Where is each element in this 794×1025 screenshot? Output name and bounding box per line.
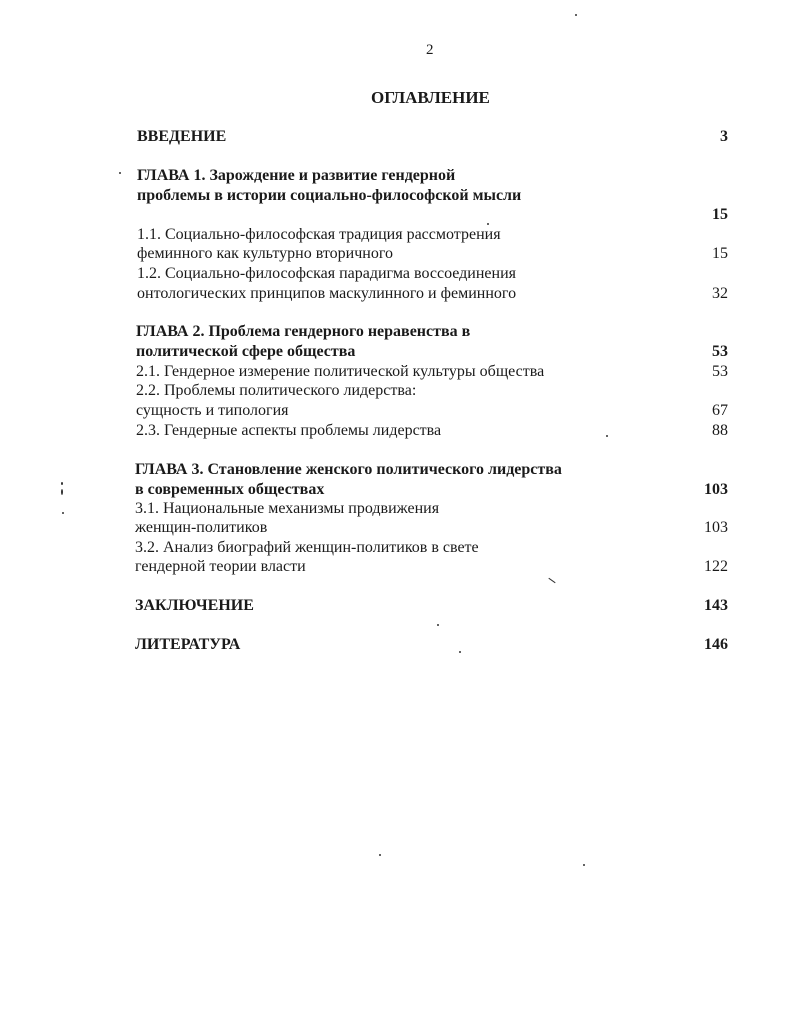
toc-ch3-s2-line2: гендерной теории власти: [135, 558, 306, 575]
toc-ch2-title-line1: ГЛАВА 2. Проблема гендерного неравенства в: [136, 323, 471, 340]
scan-speck: [379, 854, 381, 856]
toc-literature-page: 146: [704, 636, 728, 653]
scan-speck: [62, 512, 64, 514]
toc-literature-label: ЛИТЕРАТУРА: [135, 636, 241, 653]
toc-ch2-title-line2: политической сфере общества: [136, 343, 356, 360]
toc-intro-page: 3: [720, 128, 728, 145]
toc-ch2-s1-line1: 2.1. Гендерное измерение политической культуры общества: [136, 363, 545, 380]
scan-speck: [575, 14, 577, 16]
toc-ch3-page: 103: [704, 481, 728, 498]
toc-ch1-page: 15: [712, 206, 728, 223]
toc-ch3-s2-page: 122: [704, 558, 728, 575]
toc-ch2-s3-page: 88: [712, 422, 728, 439]
toc-ch1-s2-page: 32: [712, 285, 728, 302]
scan-speck: [606, 435, 608, 437]
toc-ch3-title-line1: ГЛАВА 3. Становление женского политического лидерства: [135, 461, 562, 478]
toc-title: ОГЛАВЛЕНИЕ: [371, 88, 490, 107]
toc-conclusion-label: ЗАКЛЮЧЕНИЕ: [135, 597, 254, 614]
toc-ch1-s2-line1: 1.2. Социально-философская парадигма воссоединения: [137, 265, 517, 282]
toc-intro-label: ВВЕДЕНИЕ: [137, 128, 227, 145]
scan-speck: [61, 482, 63, 485]
toc-ch2-s3-line1: 2.3. Гендерные аспекты проблемы лидерства: [136, 422, 442, 439]
toc-ch1-s1-line2: феминного как культурно вторичного: [137, 245, 393, 262]
toc-ch3-s1-line2: женщин-политиков: [135, 519, 268, 536]
toc-ch2-s2-line2: сущность и типология: [136, 402, 289, 419]
toc-ch2-s2-line1: 2.2. Проблемы политического лидерства:: [136, 382, 417, 399]
toc-ch1-s2-line2: онтологических принципов маскулинного и феминного: [137, 285, 517, 302]
toc-ch3-title-line2: в современных обществах: [135, 481, 325, 498]
toc-ch1-s1-line1: 1.1. Социально-философская традиция рассмотрения: [137, 226, 501, 243]
toc-conclusion-page: 143: [704, 597, 728, 614]
toc-ch2-s1-page: 53: [712, 363, 728, 380]
page-number: 2: [426, 42, 434, 58]
toc-ch3-s1-page: 103: [704, 519, 728, 536]
toc-ch1-title-line2: проблемы в истории социально-философской мысли: [137, 187, 522, 204]
scan-stroke: [548, 578, 555, 583]
scan-speck: [583, 864, 585, 866]
toc-ch1-s1-page: 15: [712, 245, 728, 262]
toc-ch3-s1-line1: 3.1. Национальные механизмы продвижения: [135, 500, 440, 517]
scan-speck: [119, 172, 121, 174]
toc-ch2-s2-page: 67: [712, 402, 728, 419]
scan-speck: [61, 489, 63, 495]
scan-speck: [487, 223, 489, 225]
toc-ch2-page: 53: [712, 343, 728, 360]
scan-speck: [459, 651, 461, 653]
scan-speck: [437, 624, 439, 626]
toc-ch3-s2-line1: 3.2. Анализ биографий женщин-политиков в свете: [135, 539, 479, 556]
toc-ch1-title-line1: ГЛАВА 1. Зарождение и развитие гендерной: [137, 167, 456, 184]
